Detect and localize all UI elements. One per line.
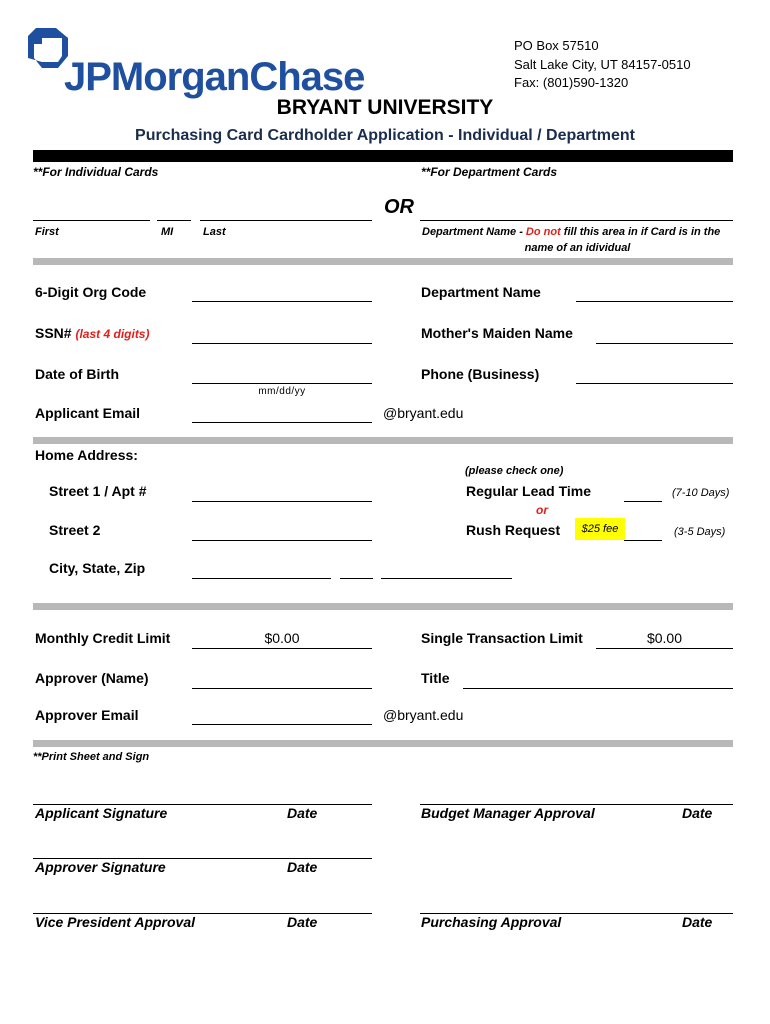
vp-date-label: Date <box>287 914 318 930</box>
ssn-label <box>35 325 149 341</box>
single-limit-field[interactable] <box>596 648 733 649</box>
maiden-name-field[interactable] <box>596 343 733 344</box>
single-limit-label: Single Transaction Limit <box>421 630 583 646</box>
address-line-1: PO Box 57510 <box>514 38 599 53</box>
mi-field[interactable] <box>157 220 191 221</box>
org-code-label: 6-Digit Org Code <box>35 284 147 300</box>
ssn-field[interactable] <box>192 343 372 344</box>
home-address-label: Home Address: <box>35 447 138 463</box>
ssn-hint: (last 4 digits) <box>75 327 150 341</box>
budget-manager-date-label: Date <box>682 805 713 821</box>
approver-signature-label: Approver Signature <box>35 859 166 875</box>
monthly-limit-field[interactable] <box>192 648 372 649</box>
purchasing-approval-label: Purchasing Approval <box>421 914 562 930</box>
rush-request-checkbox[interactable] <box>624 540 662 541</box>
title-field[interactable] <box>463 688 733 689</box>
approver-name-field[interactable] <box>192 688 372 689</box>
purchasing-date-label: Date <box>682 914 713 930</box>
dob-format-hint: mm/dd/yy <box>258 386 306 397</box>
or-text: or <box>536 503 548 517</box>
single-limit-value[interactable]: $0.00 <box>646 630 683 646</box>
budget-manager-label: Budget Manager Approval <box>421 805 595 821</box>
department-name-top-field[interactable] <box>420 220 733 221</box>
regular-lead-time-checkbox[interactable] <box>624 501 662 502</box>
rush-request-label: Rush Request <box>466 522 561 538</box>
regular-lead-time-label: Regular Lead Time <box>466 483 592 499</box>
applicant-email-label: Applicant Email <box>35 405 141 421</box>
last-label: Last <box>203 226 226 238</box>
dept-note-suffix: fill this area in if Card is in the <box>560 226 721 238</box>
university-name: BRYANT UNIVERSITY <box>276 96 494 119</box>
approver-email-label: Approver Email <box>35 707 139 723</box>
address-line-3: Fax: (801)590-1320 <box>514 75 629 90</box>
city-field[interactable] <box>192 578 331 579</box>
street2-label: Street 2 <box>49 522 101 538</box>
dob-label: Date of Birth <box>35 366 119 382</box>
print-sign-note: **Print Sheet and Sign <box>33 751 150 763</box>
applicant-signature-label: Applicant Signature <box>35 805 168 821</box>
mi-label: MI <box>161 226 174 238</box>
regular-days-note: (7-10 Days) <box>672 487 730 499</box>
dept-note-prefix: Department Name - <box>422 226 526 238</box>
ssn-label-text: SSN# <box>35 325 72 341</box>
section-divider-1 <box>33 258 733 265</box>
section-divider-2 <box>33 437 733 444</box>
form-title: Purchasing Card Cardholder Application - Individual / Department <box>135 127 635 144</box>
phone-label: Phone (Business) <box>421 366 540 382</box>
org-code-field[interactable] <box>192 301 372 302</box>
title-label: Title <box>421 670 450 686</box>
dob-field[interactable] <box>192 383 372 384</box>
rush-days-note: (3-5 Days) <box>674 526 726 538</box>
approver-email-field[interactable] <box>192 724 372 725</box>
street2-field[interactable] <box>192 540 372 541</box>
individual-cards-note: **For Individual Cards <box>33 165 159 179</box>
department-name-label: Department Name <box>421 284 541 300</box>
first-label: First <box>35 226 59 238</box>
approver-email-domain: @bryant.edu <box>383 707 464 723</box>
department-name-field[interactable] <box>576 301 733 302</box>
last-name-field[interactable] <box>200 220 372 221</box>
maiden-name-label: Mother's Maiden Name <box>421 325 573 341</box>
dept-note-red: Do not <box>525 226 561 238</box>
monthly-limit-value[interactable]: $0.00 <box>264 630 300 646</box>
monthly-limit-label: Monthly Credit Limit <box>35 630 171 646</box>
applicant-date-label: Date <box>287 805 318 821</box>
or-divider-text: OR <box>384 196 414 218</box>
state-field[interactable] <box>340 578 373 579</box>
vp-approval-label: Vice President Approval <box>35 914 196 930</box>
approver-date-label: Date <box>287 859 318 875</box>
section-divider-3 <box>33 603 733 610</box>
check-one-note: (please check one) <box>465 465 564 477</box>
applicant-email-field[interactable] <box>192 422 372 423</box>
first-name-field[interactable] <box>33 220 150 221</box>
rush-fee-highlight: $25 fee <box>575 518 625 540</box>
chase-octagon-logo <box>28 28 68 68</box>
street1-field[interactable] <box>192 501 372 502</box>
city-state-zip-label: City, State, Zip <box>49 560 146 576</box>
approver-name-label: Approver (Name) <box>35 670 149 686</box>
department-name-note-line2: name of an idividual <box>524 242 631 254</box>
address-line-2: Salt Lake City, UT 84157-0510 <box>514 57 691 72</box>
department-cards-note: **For Department Cards <box>421 165 558 179</box>
company-logo-text: JPMorganChase <box>64 55 365 99</box>
applicant-email-domain: @bryant.edu <box>383 405 464 421</box>
header-rule <box>33 150 733 162</box>
section-divider-4 <box>33 740 733 747</box>
department-name-note <box>422 226 720 238</box>
phone-field[interactable] <box>576 383 733 384</box>
street1-label: Street 1 / Apt # <box>49 483 147 499</box>
zip-field[interactable] <box>381 578 512 579</box>
